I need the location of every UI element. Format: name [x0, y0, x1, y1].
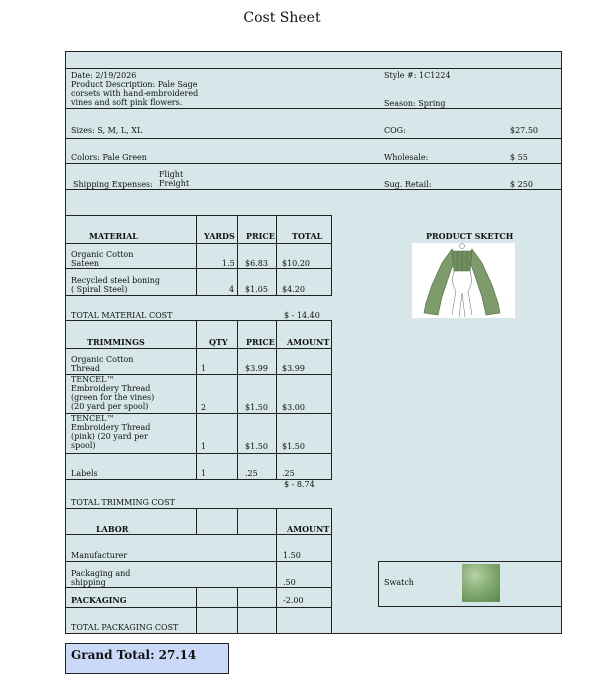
trimming-row-name: Labels: [71, 469, 98, 478]
total-packaging-label: TOTAL PACKAGING COST: [71, 623, 179, 632]
material-row-name: Recycled steel boning: [71, 276, 161, 285]
amount-header: AMOUNT: [287, 337, 330, 347]
cog-label: COG:: [384, 126, 406, 135]
date-field: Date: 2/19/2026: [71, 71, 137, 80]
product-sketch-image: [412, 243, 515, 318]
wholesale-value: $ 55: [510, 153, 528, 162]
product-description-line-2: corsets with hand-embroidered: [71, 89, 199, 98]
divider: [65, 561, 332, 562]
divider: [276, 508, 277, 634]
price-header: PRICE: [246, 337, 275, 347]
divider: [237, 215, 238, 296]
material-header: MATERIAL: [89, 231, 138, 241]
divider: [237, 320, 238, 480]
retail-value: $ 250: [510, 180, 533, 189]
material-row-qty: 1.5: [222, 259, 235, 268]
packaging-total-value: -2.00: [283, 596, 304, 605]
divider: [65, 453, 332, 454]
divider: [196, 587, 197, 634]
divider: [65, 607, 332, 608]
trimming-row-name: TENCEL™: [71, 375, 115, 384]
packaging-label: shipping: [71, 578, 106, 587]
fabric-swatch-image: [462, 564, 500, 602]
material-row-total: $4.20: [282, 285, 305, 294]
trimming-row-amount: .25: [282, 469, 295, 478]
divider: [237, 587, 238, 634]
divider: [65, 108, 562, 109]
trimming-row-name: TENCEL™: [71, 414, 115, 423]
divider: [276, 320, 277, 480]
trimming-subtotal: $ - 8.74: [284, 480, 315, 489]
divider: [196, 215, 197, 296]
divider: [196, 320, 197, 480]
divider: [65, 163, 562, 164]
product-description-line-3: vines and soft pink flowers.: [71, 98, 183, 107]
trimmings-header: TRIMMINGS: [87, 337, 145, 347]
shipping-label: Shipping Expenses:: [73, 180, 153, 189]
trimming-row-name: spool): [71, 441, 96, 450]
trimming-row-amount: $3.00: [282, 403, 305, 412]
manufacturer-value: 1.50: [283, 551, 301, 560]
material-row-name: Sateen: [71, 259, 100, 268]
packaging-total-label: PACKAGING: [71, 595, 127, 605]
total-header: TOTAL: [292, 231, 323, 241]
trimming-row-price: .25: [245, 469, 258, 478]
colors-field: Colors: Pale Green: [71, 153, 147, 162]
shipping-method-line-2: Freight: [159, 179, 190, 188]
product-sketch-label: PRODUCT SKETCH: [426, 231, 514, 241]
trimming-row-qty: 1: [201, 442, 207, 451]
shipping-method-line-1: Flight: [159, 170, 184, 179]
packaging-label: Packaging and: [71, 569, 131, 578]
trimming-row-qty: 1: [201, 364, 207, 373]
divider: [65, 68, 562, 69]
trimming-row-name: (green for the vines): [71, 393, 155, 402]
price-header: PRICE: [246, 231, 275, 241]
trimming-row-qty: 2: [201, 403, 207, 412]
divider: [65, 138, 562, 139]
trimming-row-name: Embroidery Thread: [71, 384, 151, 393]
divider: [276, 215, 277, 296]
material-row-name: Organic Cotton: [71, 250, 134, 259]
cog-value: $27.50: [510, 126, 538, 135]
trimming-row-name: Organic Cotton: [71, 355, 134, 364]
divider: [237, 508, 238, 534]
wholesale-label: Wholesale:: [384, 153, 429, 162]
material-row-total: $10.20: [282, 259, 310, 268]
divider: [65, 243, 332, 244]
total-material-label: TOTAL MATERIAL COST: [71, 311, 173, 320]
qty-header: QTY: [209, 337, 228, 347]
divider: [65, 348, 332, 349]
grand-total: Grand Total: 27.14: [65, 643, 229, 674]
material-row-price: $6.83: [245, 259, 268, 268]
sizes-field: Sizes: S, M, L, XL: [71, 126, 143, 135]
swatch-label: Swatch: [384, 578, 414, 587]
season-field: Season: Spring: [384, 99, 446, 108]
trimming-row-price: $3.99: [245, 364, 268, 373]
yards-header: YARDS: [204, 231, 235, 241]
material-row-price: $1.05: [245, 285, 268, 294]
style-number: Style #: 1C1224: [384, 71, 451, 80]
packaging-value: .50: [283, 578, 296, 587]
trimming-row-name: Thread: [71, 364, 100, 373]
total-material-value: $ - 14.40: [284, 311, 320, 320]
retail-label: Sug. Retail:: [384, 180, 432, 189]
page-title: Cost Sheet: [243, 10, 321, 26]
labor-amount-header: AMOUNT: [287, 524, 330, 534]
labor-header: LABOR: [96, 524, 129, 534]
trimming-row-name: (pink) (20 yard per: [71, 432, 148, 441]
total-trimming-label: TOTAL TRIMMING COST: [71, 498, 175, 507]
trimming-row-qty: 1: [201, 469, 207, 478]
trimming-row-amount: $1.50: [282, 442, 305, 451]
trimming-row-amount: $3.99: [282, 364, 305, 373]
divider: [196, 508, 197, 534]
material-row-qty: 4: [229, 285, 235, 294]
product-description-line-1: Product Description: Pale Sage: [71, 80, 198, 89]
manufacturer-label: Manufacturer: [71, 551, 128, 560]
material-row-name: ( Spiral Steel): [71, 285, 128, 294]
trimming-row-name: Embroidery Thread: [71, 423, 151, 432]
trimming-row-name: (20 yard per spool): [71, 402, 149, 411]
trimming-row-price: $1.50: [245, 442, 268, 451]
trimming-row-price: $1.50: [245, 403, 268, 412]
